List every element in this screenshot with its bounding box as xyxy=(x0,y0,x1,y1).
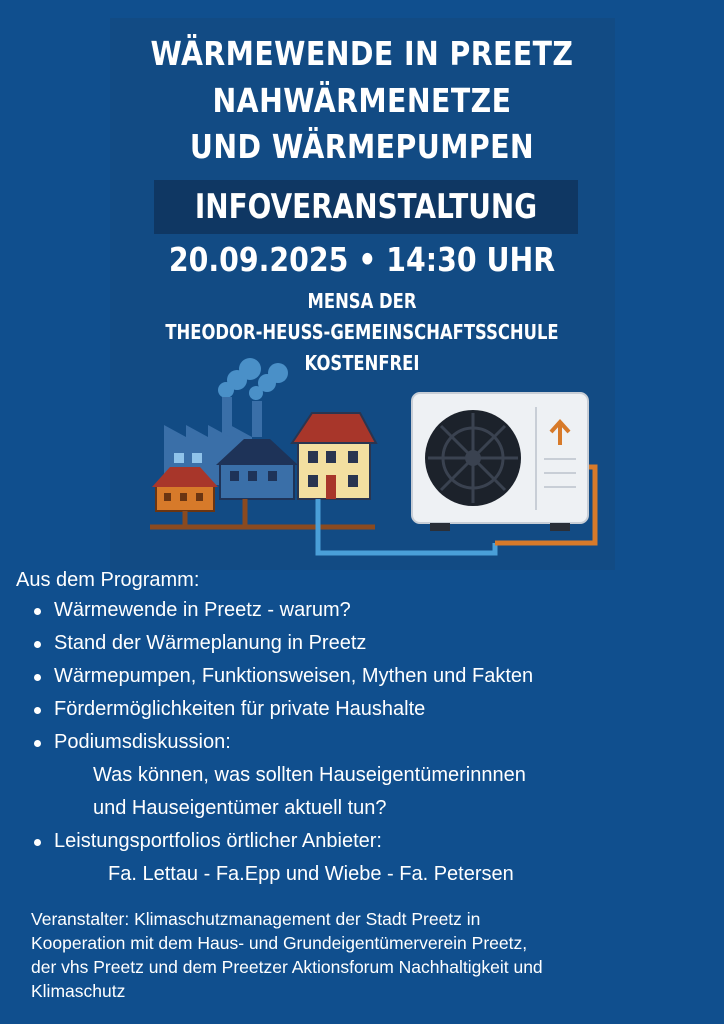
event-type-label: INFOVERANSTALTUNG xyxy=(194,187,538,227)
heat-pump-unit-icon xyxy=(412,393,588,531)
list-item-text: Fördermöglichkeiten für private Haushalte xyxy=(54,698,426,720)
bullet-icon xyxy=(34,608,41,615)
headline-line-1: WÄRMEWENDE IN PREETZ xyxy=(150,34,574,73)
venue-line-2: THEODOR-HEUSS-GEMEINSCHAFTSSCHULE xyxy=(165,320,559,344)
provider-list: Fa. Lettau - Fa.Epp und Wiebe - Fa. Petersen xyxy=(108,863,514,885)
bullet-icon xyxy=(34,641,41,648)
organizer-line-1: Veranstalter: Klimaschutzmanagement der Stadt Preetz in xyxy=(31,909,481,929)
bullet-icon xyxy=(34,674,41,681)
program-section xyxy=(16,566,716,891)
heat-network-illustration-icon xyxy=(140,355,610,565)
headline-line-3: UND WÄRMEPUMPEN xyxy=(189,127,535,166)
list-item-text: Podiumsdiskussion: xyxy=(54,731,231,753)
list-item xyxy=(16,660,716,693)
event-date-time: 20.09.2025 • 14:30 UHR xyxy=(168,240,556,279)
smoke-icon xyxy=(218,358,288,400)
large-house-icon xyxy=(292,413,376,499)
list-item xyxy=(16,594,716,627)
list-item xyxy=(16,693,716,726)
organizer-line-2: Kooperation mit dem Haus- und Grundeigentümerverein Preetz, xyxy=(31,933,528,953)
list-item-text: Leistungsportfolios örtlicher Anbieter: xyxy=(54,830,382,852)
venue-line-1: MENSA DER xyxy=(307,289,417,313)
program-list xyxy=(16,594,716,759)
podium-question-line-1: Was können, was sollten Hauseigentümerinnnen xyxy=(93,764,526,786)
list-item-text: Stand der Wärmeplanung in Preetz xyxy=(54,632,367,654)
program-heading: Aus dem Programm: xyxy=(16,569,200,591)
list-item-text: Wärmepumpen, Funktionsweisen, Mythen und Fakten xyxy=(54,665,534,687)
headline-line-2: NAHWÄRMENETZE xyxy=(212,81,512,120)
list-item xyxy=(16,627,716,660)
list-item xyxy=(16,726,716,759)
bullet-icon xyxy=(34,740,41,747)
podium-question-line-2: und Hauseigentümer aktuell tun? xyxy=(93,797,387,819)
organizer-note xyxy=(31,907,711,1003)
event-type-banner xyxy=(154,180,578,234)
list-item-text: Wärmewende in Preetz - warum? xyxy=(54,599,351,621)
bullet-icon xyxy=(34,839,41,846)
bullet-icon xyxy=(34,707,41,714)
admission-label: KOSTENFREI xyxy=(304,351,420,375)
program-list-continued xyxy=(16,825,716,858)
list-item xyxy=(16,825,716,858)
organizer-line-4: Klimaschutz xyxy=(31,981,126,1001)
organizer-line-3: der vhs Preetz und dem Preetzer Aktionsforum Nachhaltigkeit und xyxy=(31,957,543,977)
